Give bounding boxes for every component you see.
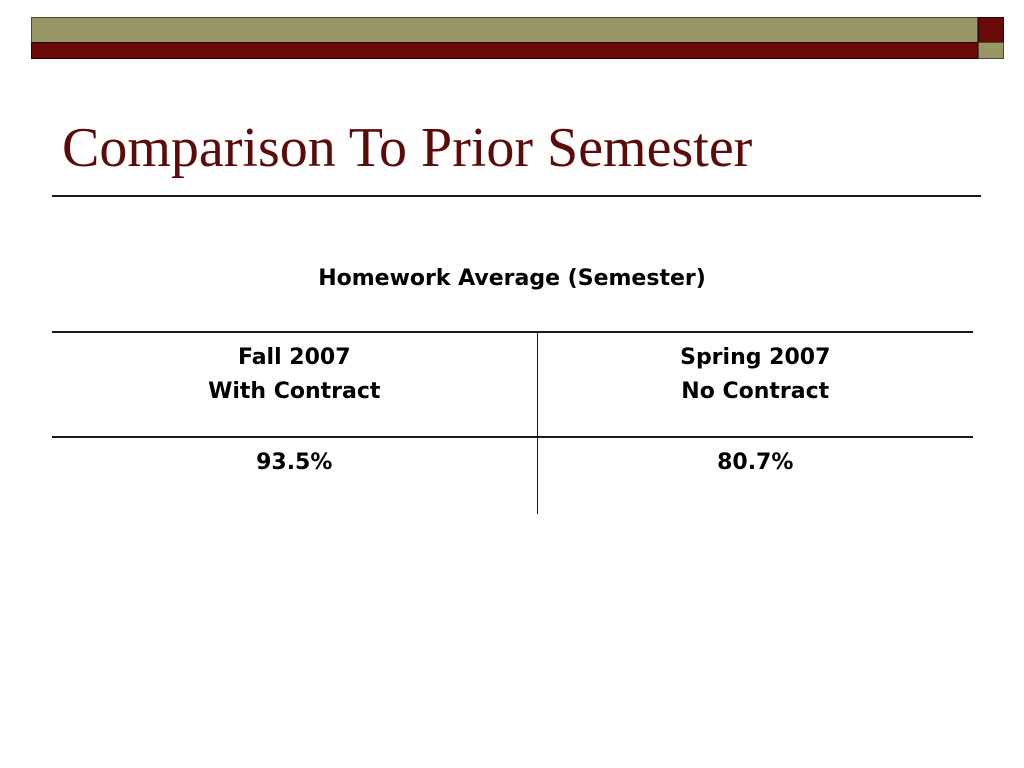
table-caption: Homework Average (Semester) — [318, 266, 706, 291]
header-bar-maroon — [31, 42, 978, 59]
header-condition: No Contract — [681, 379, 830, 404]
header-bar-olive — [31, 17, 978, 43]
value-cell-spring-2007: 80.7% — [717, 450, 794, 475]
header-cell-spring-2007 — [537, 332, 973, 437]
comparison-table — [52, 331, 973, 514]
header-term: Spring 2007 — [680, 345, 831, 370]
table-row — [52, 437, 973, 514]
value-cell-fall-2007: 93.5% — [52, 437, 537, 514]
header-square-olive — [978, 42, 1004, 59]
header-square-maroon — [978, 17, 1004, 43]
title-divider — [52, 195, 981, 197]
header-cell-fall-2007 — [52, 332, 537, 437]
header-term: Fall 2007 — [237, 345, 351, 370]
table-header-row — [52, 332, 973, 437]
slide-title: Comparison To Prior Semester — [62, 117, 753, 179]
header-condition: With Contract — [208, 379, 381, 404]
